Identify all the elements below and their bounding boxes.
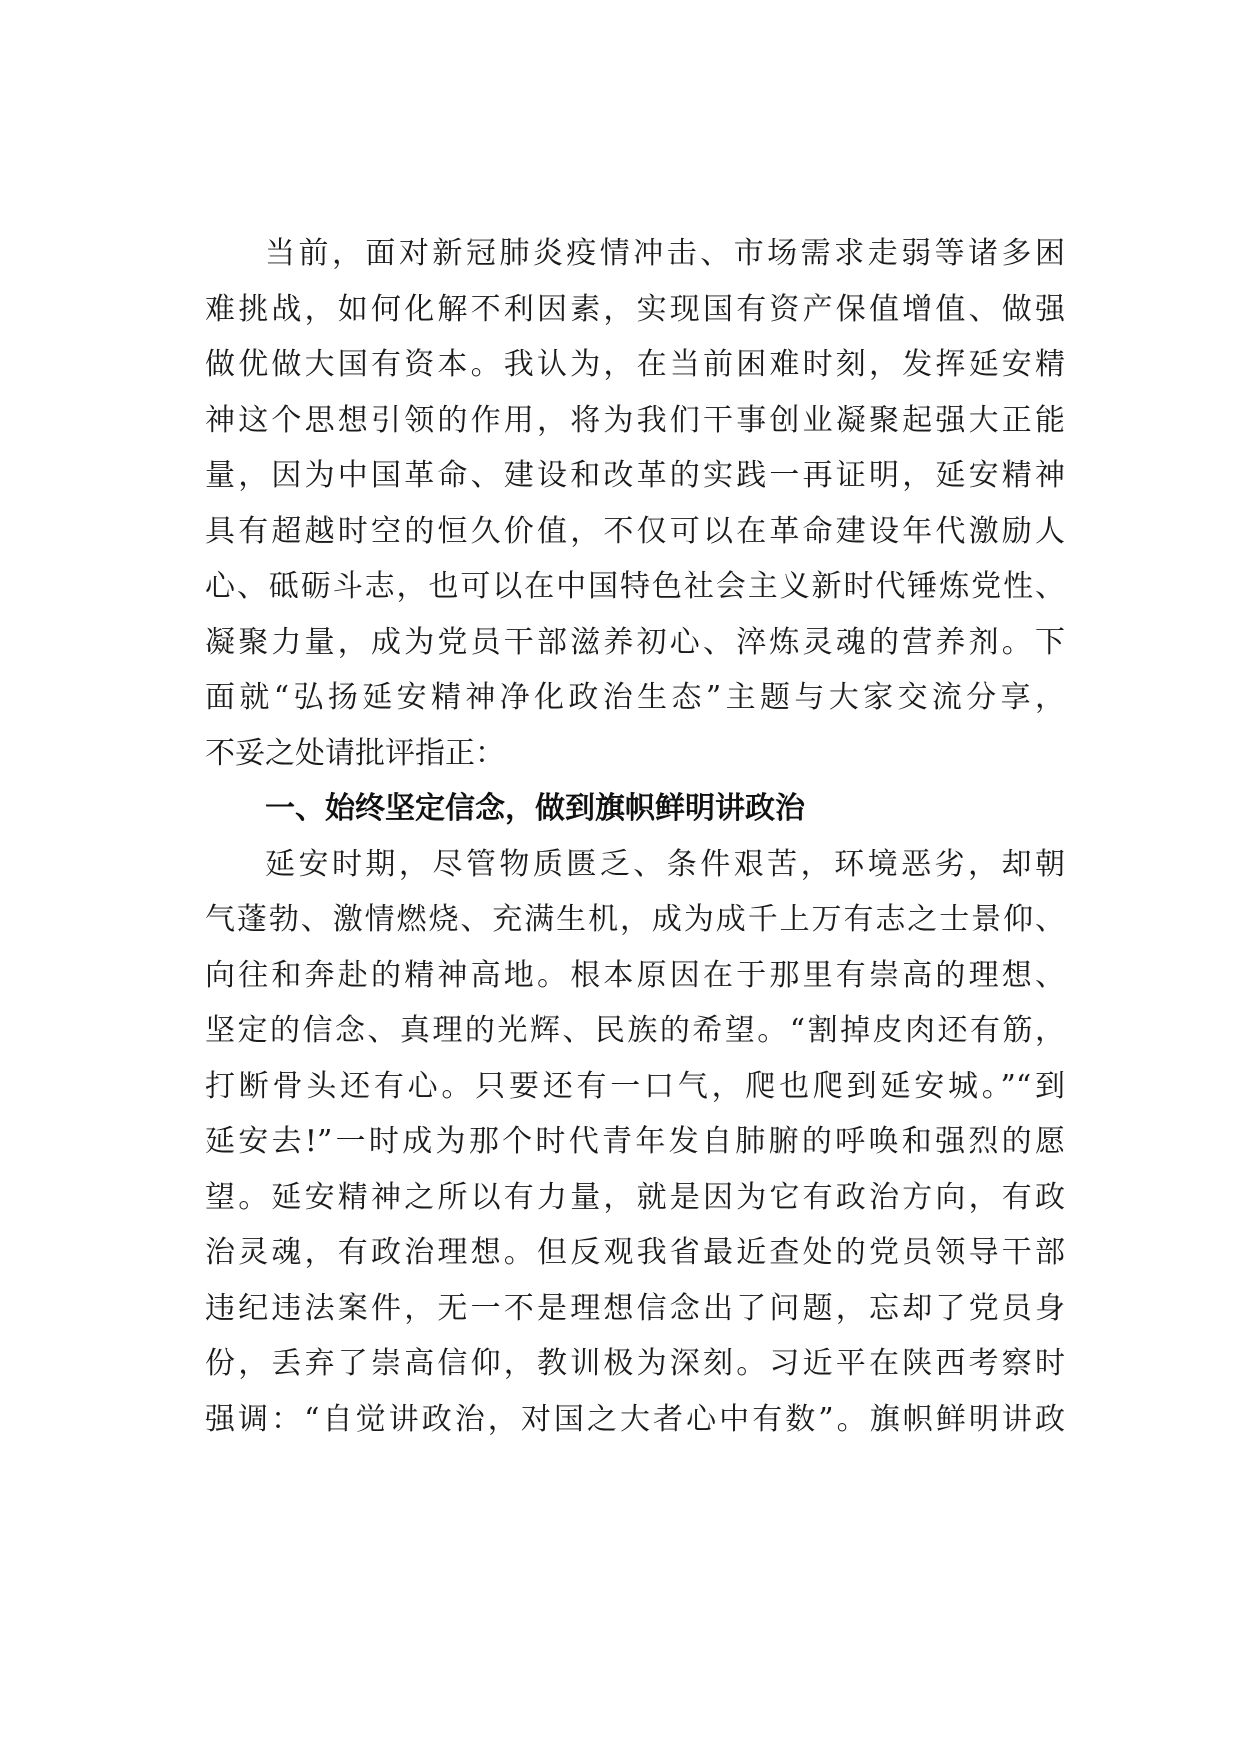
text-line: 延安去!”一时成为那个时代青年发自肺腑的呼唤和强烈的愿 [205,1124,1065,1159]
text-line: 当前，面对新冠肺炎疫情冲击、市场需求走弱等诸多困 [265,236,1065,271]
text-line: 神这个思想引领的作用，将为我们干事创业凝聚起强大正能 [205,402,1065,438]
text-line: 气蓬勃、激情燃烧、充满生机，成为成千上万有志之士景仰、 [205,902,1065,937]
text-line: 不妥之处请批评指正： [205,735,505,771]
text-line: 延安时期，尽管物质匮乏、条件艰苦，环境恶劣，却朝 [265,846,1065,882]
text-line: 心、砥砺斗志，也可以在中国特色社会主义新时代锤炼党性、 [205,569,1065,604]
text-line: 打断骨头还有心。只要还有一口气，爬也爬到延安城。”“到 [205,1068,1065,1104]
text-line: 坚定的信念、真理的光辉、民族的希望。“割掉皮肉还有筋， [205,1013,1065,1048]
text-line: 量，因为中国革命、建设和改革的实践一再证明，延安精神 [205,458,1065,493]
text-line: 向往和奔赴的精神高地。根本原因在于那里有崇高的理想、 [205,957,1065,993]
text-line: 凝聚力量，成为党员干部滋养初心、淬炼灵魂的营养剂。下 [205,624,1065,660]
text-line: 望。延安精神之所以有力量，就是因为它有政治方向，有政 [205,1179,1065,1215]
text-line: 难挑战，如何化解不利因素，实现国有资产保值增值、做强 [205,291,1065,327]
text-line: 违纪违法案件，无一不是理想信念出了问题，忘却了党员身 [205,1290,1065,1326]
text-line: 面就“弘扬延安精神净化政治生态”主题与大家交流分享， [205,680,1065,715]
text-line: 治灵魂，有政治理想。但反观我省最近查处的党员领导干部 [205,1235,1065,1270]
text-line: 具有超越时空的恒久价值，不仅可以在革命建设年代激励人 [205,513,1065,549]
paragraph-intro [205,226,1065,781]
text-line: 强调：“自觉讲政治，对国之大者心中有数”。旗帜鲜明讲政 [205,1401,1065,1437]
section-heading: 一、始终坚定信念，做到旗帜鲜明讲政治 [265,791,805,826]
document-body [205,226,1065,1447]
text-line: 份，丢弃了崇高信仰，教训极为深刻。习近平在陕西考察时 [205,1346,1065,1381]
paragraph-section-one [205,837,1065,1448]
text-line: 做优做大国有资本。我认为，在当前困难时刻，发挥延安精 [205,347,1065,382]
